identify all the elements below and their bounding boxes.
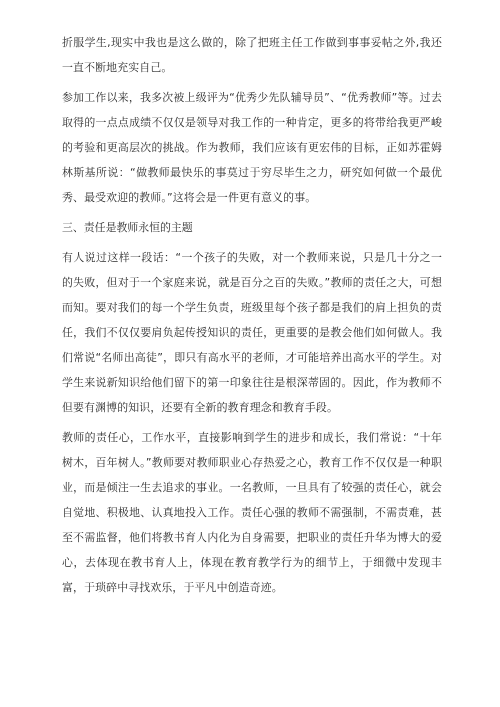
paragraph-sense-of-duty: 教师的责任心，工作水平，直接影响到学生的进步和成长，我们常说：“十年树木，百年树人。”教师要对教师职业心存热爱之心，教育工作不仅仅是一种职业，而是倾注一生去追求的事业。一名教师，一旦具有了较强的责任心，就会自觉地、积极地、认真地投入工作。责任心强的教师不需强制，不需责难，甚至不需监督，他们将教书育人内化为自身需要，把职业的责任升华为博大的爱心，去体现在教书育人上，体现在教育教学行为的细节上，于细微中发现丰富，于琐碎中寻找欢乐，于平凡中创造奇迹。 (62, 431, 442, 594)
paragraph-self-improvement: 折服学生,现实中我也是这么做的，除了把班主任工作做到事事妥帖之外,我还一直不断地充实自己。 (62, 36, 442, 74)
section-heading-responsibility: 三、责任是教师永恒的主题 (62, 221, 193, 234)
document-page (62, 30, 442, 605)
paragraph-responsibility: 有人说过这样一段话：“一个孩子的失败，对一个教师来说，只是几十分之一的失败，但对于一个家庭来说，就是百分之百的失败。”教师的责任之大，可想而知。要对我们的每一个学生负责，班级里每个孩子都是我们的肩上担负的责任，我们不仅仅要肩负起传授知识的责任，更重要的是教会他们如何做人。我们常说“名师出高徒”，即只有高水平的老师，才可能培养出高水平的学生。对学生来说新知识给他们留下的第一印象往往是根深蒂固的。因此，作为教师不但要有渊博的知识，还要有全新的教育理念和教育手段。 (62, 251, 442, 414)
paragraph-honors: 参加工作以来，我多次被上级评为“优秀少先队辅导员”、“优秀教师”等。过去取得的一点点成绩不仅仅是领导对我工作的一种肯定，更多的将带给我更严峻的考验和更高层次的挑战。作为教师，我们应该有更宏伟的目标，正如苏霍姆林斯基所说：“做教师最快乐的事莫过于穷尽毕生之力，研究如何做一个最优秀、最受欢迎的教师。”这将会是一件更有意义的事。 (62, 91, 442, 204)
